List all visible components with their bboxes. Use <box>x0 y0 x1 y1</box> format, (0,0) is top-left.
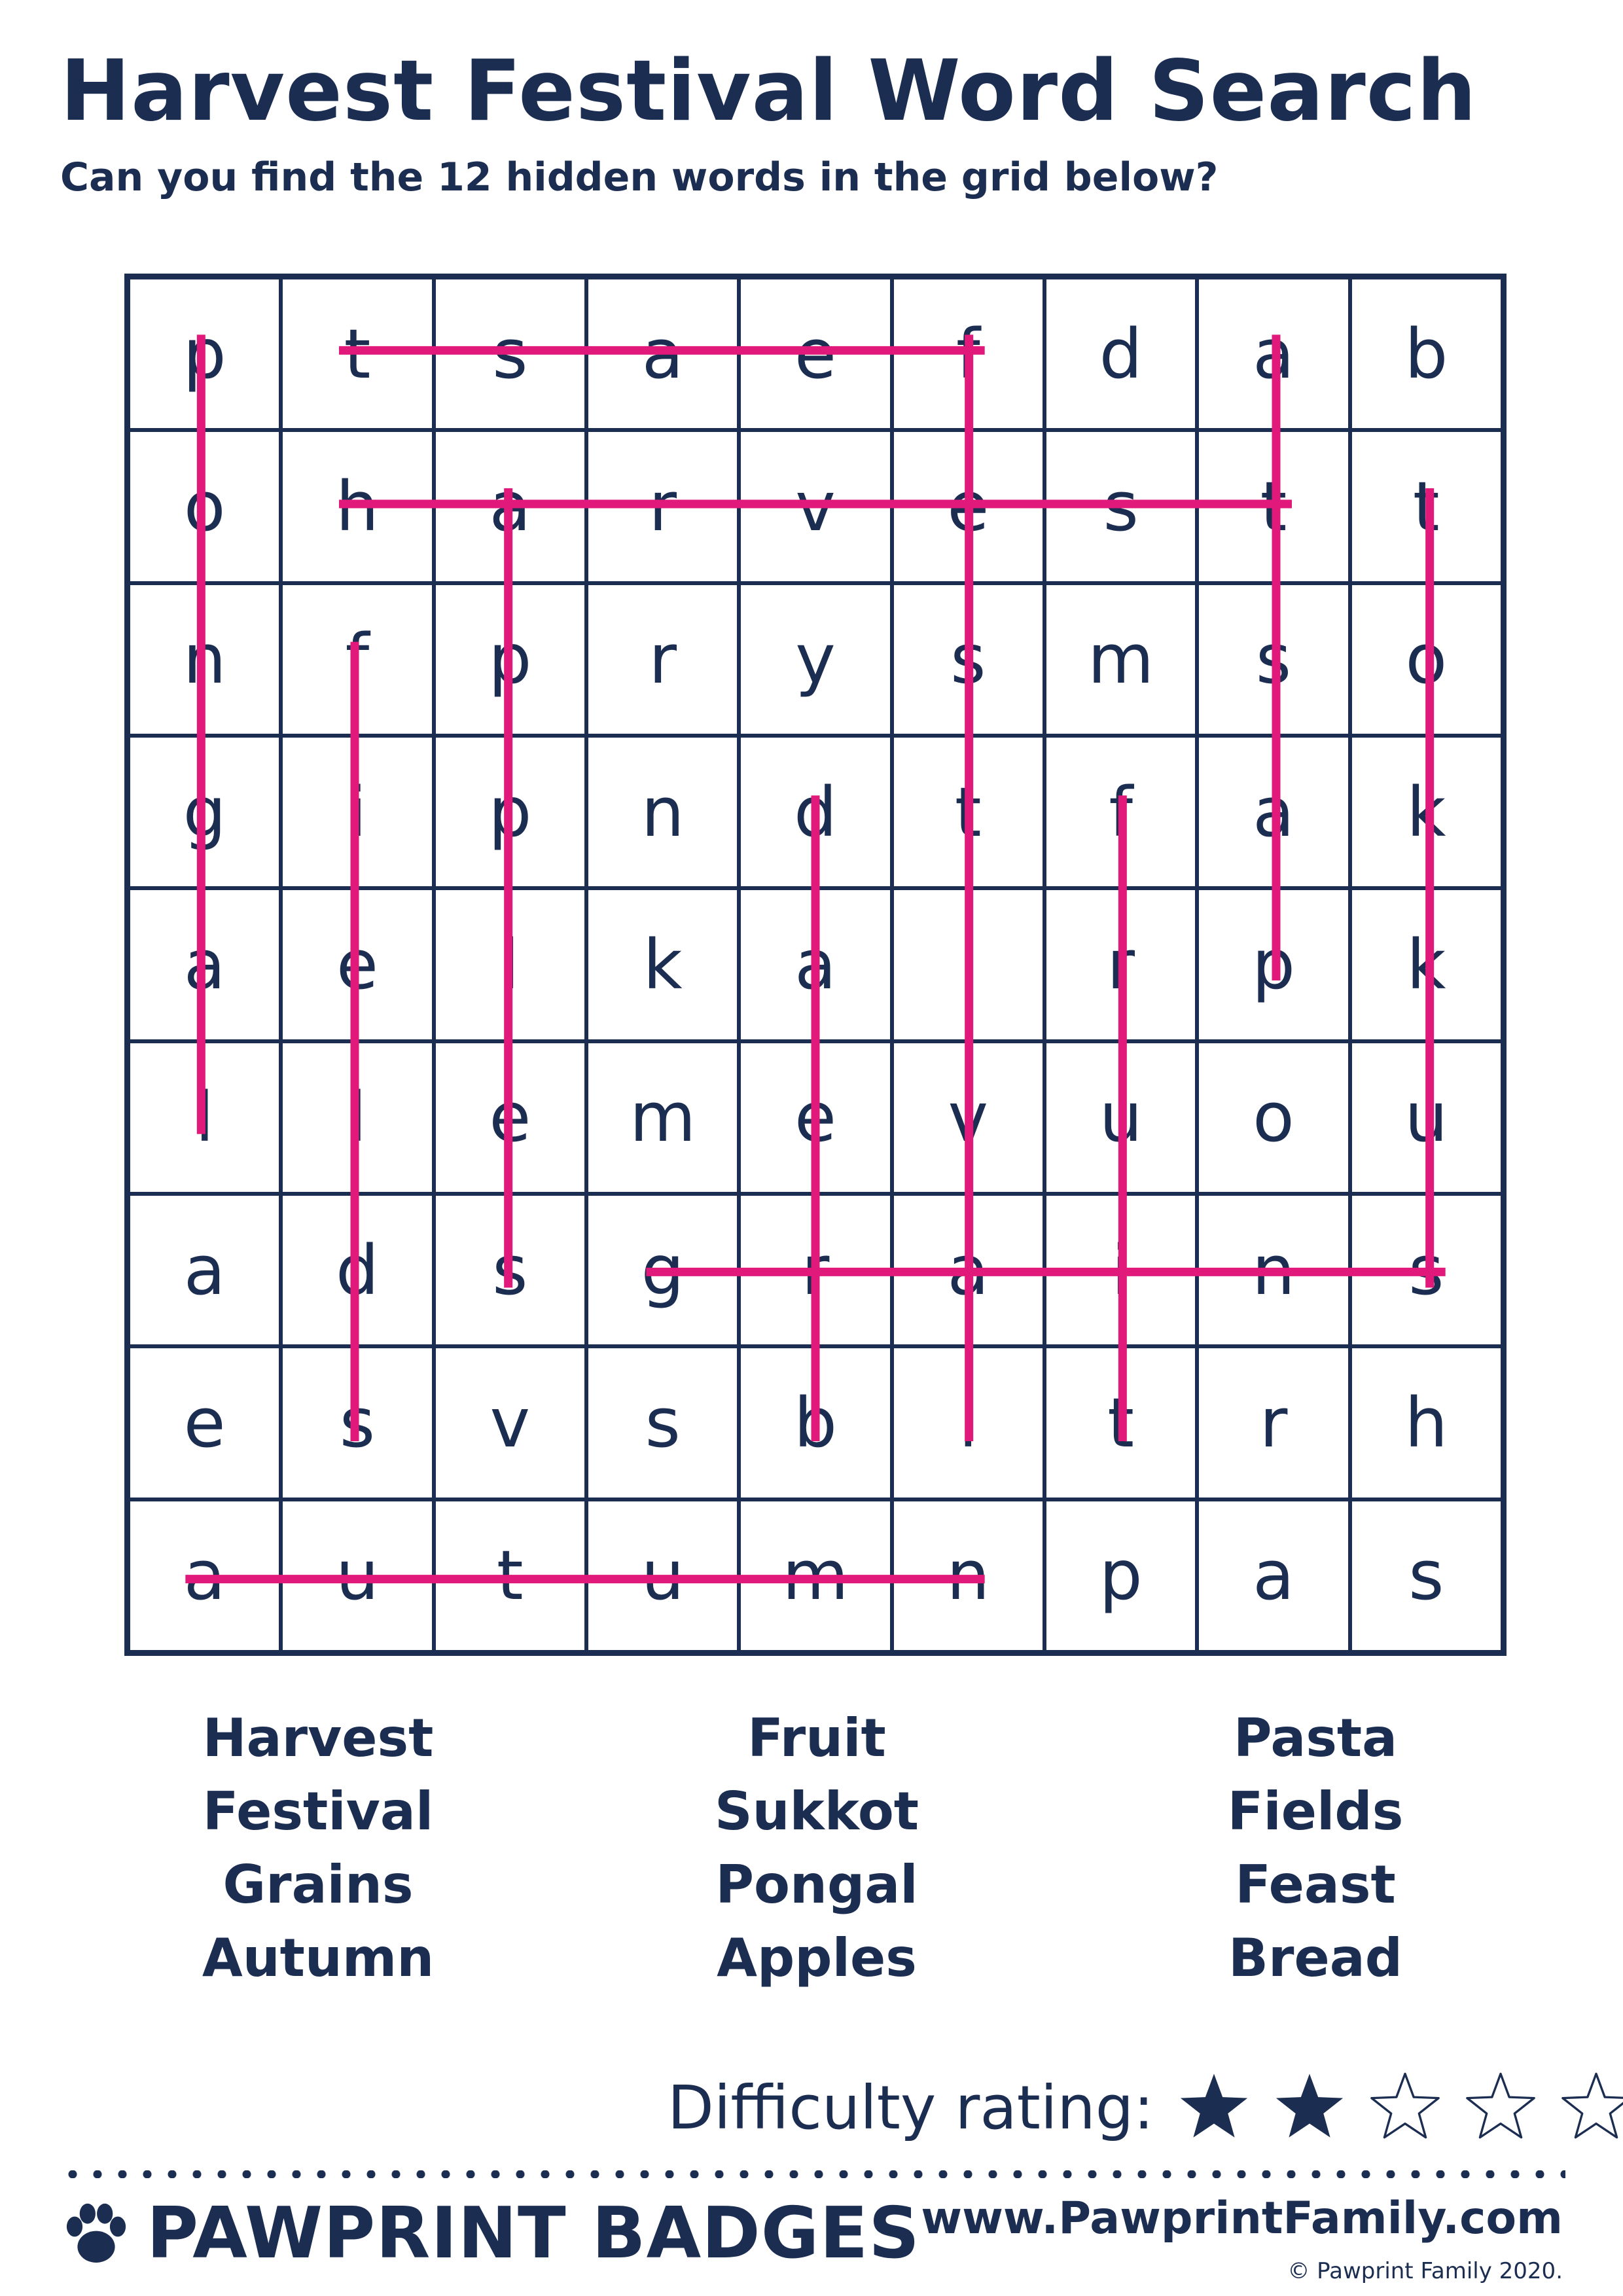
grid-cell[interactable]: e <box>892 430 1044 583</box>
empty-star-icon <box>1560 2071 1623 2144</box>
grid-cell[interactable]: s <box>892 583 1044 736</box>
grid-cell[interactable]: p <box>434 583 586 736</box>
word-list-item: Apples <box>717 1928 917 1988</box>
paw-icon <box>60 2198 132 2270</box>
grid-cell[interactable]: k <box>1350 736 1503 888</box>
letter-grid <box>124 274 1507 1656</box>
grid-cell[interactable]: s <box>1350 1499 1503 1652</box>
instructions: Can you find the 12 hidden words in the grid below? <box>60 154 1219 200</box>
word-list-column-1 <box>122 1702 514 1995</box>
grid-cell[interactable]: r <box>739 1194 891 1346</box>
grid-cell[interactable]: f <box>281 583 433 736</box>
grid-cell[interactable]: h <box>1350 1346 1503 1499</box>
grid-cell[interactable]: a <box>1197 1499 1349 1652</box>
grid-cell[interactable]: v <box>892 1041 1044 1194</box>
grid-cell[interactable]: e <box>281 888 433 1041</box>
grid-cell[interactable]: l <box>892 1346 1044 1499</box>
grid-cell[interactable]: a <box>1197 278 1349 430</box>
grid-cell[interactable]: u <box>1044 1041 1197 1194</box>
grid-cell[interactable]: s <box>586 1346 739 1499</box>
grid-cell[interactable]: a <box>128 1499 281 1652</box>
filled-star-icon <box>1273 2071 1346 2144</box>
grid-cell[interactable]: u <box>1350 1041 1503 1194</box>
grid-cell[interactable]: a <box>1197 736 1349 888</box>
grid-cell[interactable]: s <box>1044 430 1197 583</box>
brand-name: PAWPRINT BADGES <box>147 2193 921 2274</box>
grid-cell[interactable]: l <box>128 1041 281 1194</box>
grid-cell[interactable]: p <box>1044 1499 1197 1652</box>
word-list-item: Sukkot <box>714 1781 919 1842</box>
grid-cell[interactable]: d <box>739 736 891 888</box>
grid-cell[interactable]: o <box>1350 583 1503 736</box>
grid-cell[interactable]: a <box>739 888 891 1041</box>
grid-cell[interactable]: i <box>892 888 1044 1041</box>
grid-cell[interactable]: t <box>1044 1346 1197 1499</box>
grid-cell[interactable]: v <box>739 430 891 583</box>
grid-cell[interactable]: a <box>128 1194 281 1346</box>
word-list-item: Festival <box>202 1781 434 1842</box>
grid-cell[interactable]: s <box>1350 1194 1503 1346</box>
grid-cell[interactable]: l <box>434 888 586 1041</box>
word-list-item: Fields <box>1227 1781 1404 1842</box>
grid-cell[interactable]: l <box>281 1041 433 1194</box>
grid-cell[interactable]: k <box>1350 888 1503 1041</box>
grid-cell[interactable]: p <box>128 278 281 430</box>
word-list-item: Harvest <box>202 1708 434 1768</box>
grid-cell[interactable]: o <box>128 430 281 583</box>
grid-cell[interactable]: e <box>739 1041 891 1194</box>
word-list-item: Fruit <box>747 1708 886 1768</box>
grid-cell[interactable]: y <box>739 583 891 736</box>
grid-cell[interactable]: f <box>1044 736 1197 888</box>
grid-cell[interactable]: t <box>892 736 1044 888</box>
grid-cell[interactable]: b <box>1350 278 1503 430</box>
grid-cell[interactable]: g <box>586 1194 739 1346</box>
grid-cell[interactable]: n <box>586 736 739 888</box>
grid-cell[interactable]: n <box>1197 1194 1349 1346</box>
website-link[interactable]: www.PawprintFamily.com <box>921 2193 1563 2244</box>
grid-cell[interactable]: s <box>1197 583 1349 736</box>
word-list-column-3 <box>1119 1702 1512 1995</box>
rating-stars <box>1177 2071 1623 2144</box>
difficulty-label: Difficulty rating: <box>668 2072 1154 2143</box>
grid-cell[interactable]: f <box>892 278 1044 430</box>
grid-cell[interactable]: t <box>434 1499 586 1652</box>
grid-cell[interactable]: r <box>1044 888 1197 1041</box>
grid-cell[interactable]: v <box>434 1346 586 1499</box>
grid-cell[interactable]: a <box>434 430 586 583</box>
word-list-item: Autumn <box>202 1928 435 1988</box>
grid-cell[interactable]: d <box>1044 278 1197 430</box>
grid-cell[interactable]: s <box>434 1194 586 1346</box>
grid-cell[interactable]: m <box>1044 583 1197 736</box>
difficulty-rating <box>668 2062 1623 2153</box>
grid-cell[interactable]: p <box>1197 888 1349 1041</box>
grid-cell[interactable]: i <box>281 736 433 888</box>
word-list-item: Pasta <box>1233 1708 1398 1768</box>
grid-cell[interactable]: p <box>434 736 586 888</box>
filled-star-icon <box>1177 2071 1251 2144</box>
grid-cell[interactable]: m <box>739 1499 891 1652</box>
grid-cell[interactable]: n <box>892 1499 1044 1652</box>
grid-cell[interactable]: r <box>1197 1346 1349 1499</box>
grid-cell[interactable]: r <box>586 583 739 736</box>
page-title: Harvest Festival Word Search <box>60 43 1477 140</box>
grid-cell[interactable]: o <box>1197 1041 1349 1194</box>
grid-cell[interactable]: t <box>1197 430 1349 583</box>
empty-star-icon <box>1464 2071 1537 2144</box>
word-list-item: Feast <box>1235 1854 1396 1915</box>
brand-logo <box>60 2193 920 2274</box>
grid-cell[interactable]: u <box>281 1499 433 1652</box>
empty-star-icon <box>1368 2071 1442 2144</box>
grid-cell[interactable]: u <box>586 1499 739 1652</box>
grid-cell[interactable]: s <box>434 278 586 430</box>
grid-cell[interactable]: b <box>739 1346 891 1499</box>
grid-cell[interactable]: r <box>586 430 739 583</box>
grid-cell[interactable]: s <box>281 1346 433 1499</box>
word-list-column-2 <box>620 1702 1013 1995</box>
grid-cell[interactable]: d <box>281 1194 433 1346</box>
grid-cell[interactable]: e <box>739 278 891 430</box>
word-search-grid <box>124 274 1507 1656</box>
grid-cell[interactable]: h <box>281 430 433 583</box>
grid-cell[interactable]: k <box>586 888 739 1041</box>
grid-cell[interactable]: g <box>128 736 281 888</box>
grid-cell[interactable]: a <box>892 1194 1044 1346</box>
word-list-item: Bread <box>1228 1928 1402 1988</box>
grid-cell[interactable]: t <box>1350 430 1503 583</box>
dotted-divider <box>60 2170 1565 2178</box>
grid-cell[interactable]: e <box>128 1346 281 1499</box>
grid-cell[interactable]: a <box>128 888 281 1041</box>
word-list-item: Grains <box>223 1854 414 1915</box>
grid-cell[interactable]: m <box>586 1041 739 1194</box>
grid-cell[interactable]: n <box>128 583 281 736</box>
grid-cell[interactable]: a <box>586 278 739 430</box>
word-list-item: Pongal <box>715 1854 918 1915</box>
copyright-text: © Pawprint Family 2020. <box>1287 2258 1563 2284</box>
grid-cell[interactable]: i <box>1044 1194 1197 1346</box>
grid-cell[interactable]: e <box>434 1041 586 1194</box>
grid-cell[interactable]: t <box>281 278 433 430</box>
